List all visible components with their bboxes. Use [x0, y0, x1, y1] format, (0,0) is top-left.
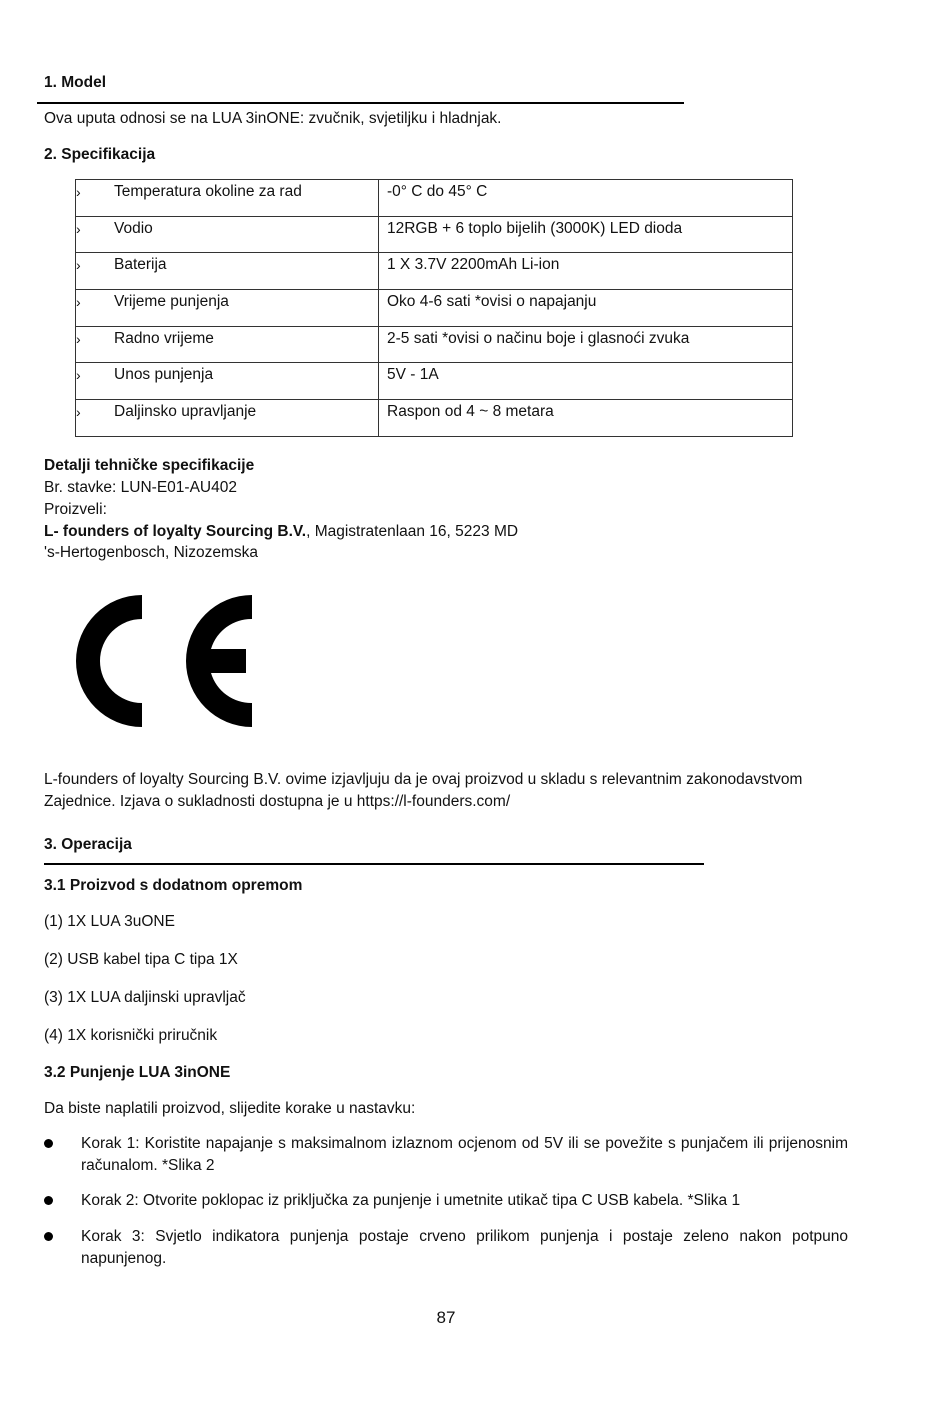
- bullet-icon: [44, 1196, 53, 1205]
- details-heading: Detalji tehničke specifikacije: [44, 457, 255, 474]
- ce-mark-icon: [70, 595, 255, 727]
- section-1-rule: [37, 102, 684, 104]
- spec-row: [76, 253, 793, 290]
- section-1-heading: 1. Model: [44, 74, 107, 91]
- spec-value: 5V - 1A: [387, 366, 439, 384]
- producer-line: [44, 521, 518, 543]
- spec-label-cell: [76, 290, 379, 327]
- chevron-right-icon: ›: [76, 404, 81, 421]
- charging-step-2: Korak 2: Otvorite poklopac iz priključka za punjenje i umetnite utikač tipa C USB kabela. *Slika 1: [81, 1192, 741, 1209]
- section-3-1-heading: 3.1 Proizvod s dodatnom opremom: [44, 877, 303, 894]
- spec-value: Raspon od 4 ~ 8 metara: [387, 403, 554, 421]
- chevron-right-icon: ›: [76, 330, 81, 347]
- spec-label: Temperatura okoline za rad: [114, 183, 302, 200]
- spec-value-cell: [379, 290, 793, 327]
- spec-value-cell: [379, 180, 793, 217]
- spec-value-cell: [379, 326, 793, 363]
- spec-label-cell: [76, 253, 379, 290]
- spec-label: Baterija: [114, 256, 167, 274]
- company-name: L- founders of loyalty Sourcing B.V.: [44, 523, 307, 540]
- spec-value: 12RGB + 6 toplo bijelih (3000K) LED dioda: [387, 219, 683, 237]
- spec-label-cell: [76, 363, 379, 400]
- spec-table: [75, 179, 793, 437]
- spec-value: 1 X 3.7V 2200mAh Li-ion: [387, 256, 560, 274]
- charging-step-1: Korak 1: Koristite napajanje s maksimalnom izlaznom ocjenom od 5V ili se povežite s punjačem ili prijenosnim računalom. *Slika 2: [81, 1135, 848, 1174]
- declaration-line-2: Zajednice. Izjava o sukladnosti dostupna je u https://l-founders.com/: [44, 793, 511, 810]
- section-3-rule: [44, 863, 704, 865]
- spec-label: Vodio: [114, 219, 153, 237]
- spec-row: [76, 180, 793, 217]
- spec-row: [76, 400, 793, 437]
- chevron-right-icon: ›: [76, 294, 81, 311]
- spec-label: Unos punjenja: [114, 366, 214, 384]
- spec-value: 2-5 sati *ovisi o načinu boje i glasnoći zvuka: [387, 329, 690, 347]
- chevron-right-icon: ›: [76, 184, 81, 200]
- spec-row: [76, 216, 793, 253]
- spec-value: Oko 4-6 sati *ovisi o napajanju: [387, 293, 597, 311]
- spec-label-cell: [76, 216, 379, 253]
- section-3-2-heading: 3.2 Punjenje LUA 3inONE: [44, 1064, 231, 1081]
- section-2-heading: 2. Specifikacija: [44, 146, 156, 163]
- section-1-text: Ova uputa odnosi se na LUA 3inONE: zvučnik, svjetiljku i hladnjak.: [44, 110, 502, 127]
- accessory-item: (4) 1X korisnički priručnik: [44, 1027, 218, 1044]
- chevron-right-icon: ›: [76, 220, 81, 237]
- accessory-item: (2) USB kabel tipa C tipa 1X: [44, 951, 238, 968]
- company-city: 's-Hertogenbosch, Nizozemska: [44, 544, 259, 561]
- ce-mark-e: [186, 595, 252, 727]
- bullet-icon: [44, 1139, 53, 1148]
- page-number: 87: [436, 1308, 456, 1327]
- spec-label: Radno vrijeme: [114, 329, 214, 347]
- spec-value: -0° C do 45° C: [387, 183, 488, 200]
- charging-intro: Da biste naplatili proizvod, slijedite korake u nastavku:: [44, 1100, 416, 1117]
- spec-row: [76, 326, 793, 363]
- chevron-right-icon: ›: [76, 257, 81, 274]
- spec-value-cell: [379, 363, 793, 400]
- spec-label: Vrijeme punjenja: [114, 293, 229, 311]
- charging-step-3: Korak 3: Svjetlo indikatora punjenja postaje crveno prilikom punjenja i postaje zeleno nakon potpuno napunjenog.: [81, 1228, 848, 1267]
- producer-label: Proizveli:: [44, 501, 107, 518]
- spec-row: [76, 290, 793, 327]
- item-number: Br. stavke: LUN-E01-AU402: [44, 479, 237, 496]
- accessory-item: (1) 1X LUA 3uONE: [44, 913, 175, 930]
- spec-value-cell: [379, 253, 793, 290]
- spec-label-cell: [76, 180, 379, 217]
- accessory-item: (3) 1X LUA daljinski upravljač: [44, 989, 246, 1006]
- spec-value-cell: [379, 216, 793, 253]
- spec-label: Daljinsko upravljanje: [114, 403, 257, 421]
- spec-row: [76, 363, 793, 400]
- spec-label-cell: [76, 326, 379, 363]
- chevron-right-icon: ›: [76, 367, 81, 384]
- company-address: , Magistratenlaan 16, 5223 MD: [306, 523, 519, 540]
- ce-mark-c: [76, 595, 142, 727]
- bullet-icon: [44, 1232, 53, 1241]
- spec-label-cell: [76, 400, 379, 437]
- section-3-heading: 3. Operacija: [44, 836, 132, 853]
- spec-value-cell: [379, 400, 793, 437]
- declaration-line-1: L-founders of loyalty Sourcing B.V. ovime izjavljuju da je ovaj proizvod u skladu s relevantnim zakonodavstvom: [44, 771, 803, 788]
